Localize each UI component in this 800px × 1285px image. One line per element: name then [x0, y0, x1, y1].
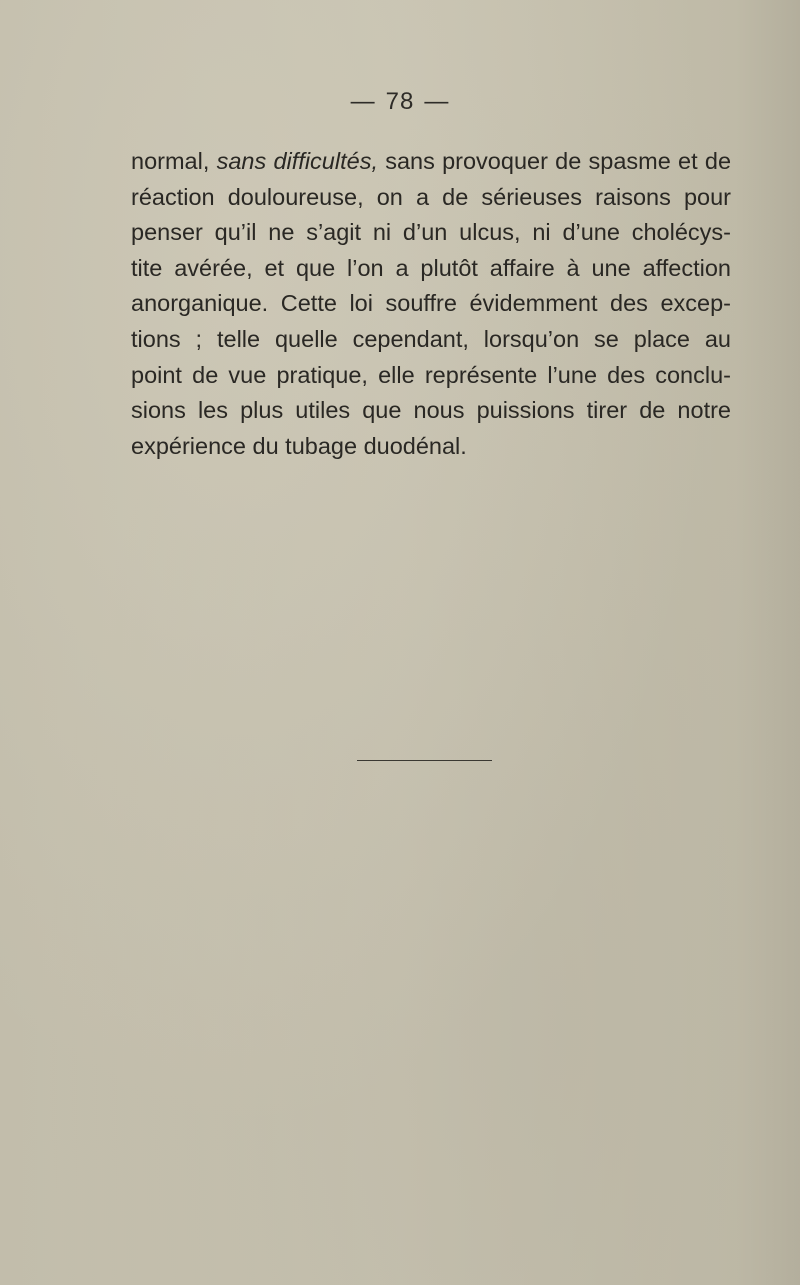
text-line-9: expérience du tubage duodénal.: [131, 432, 467, 459]
text-line-1-end: sans provoquer de spasme et de: [377, 148, 732, 174]
text-line-1-italic: sans difficultés,: [216, 148, 378, 174]
text-line-1: [131, 144, 731, 180]
text-line-6: tions ; telle quelle cependant, lorsqu’on se place au: [131, 325, 731, 352]
text-line-5: anorganique. Cette loi souffre évidemment des excep-: [131, 290, 731, 317]
text-line-3: penser qu’il ne s’agit ni d’un ulcus, ni d’une cholécys-: [131, 219, 731, 246]
text-line-8: sions les plus utiles que nous puissions tirer de notre: [131, 397, 731, 424]
text-line-1-start: normal,: [131, 148, 217, 174]
body-paragraph: [131, 144, 731, 464]
page-number-dash-right: —: [424, 88, 450, 115]
text-line-4: tite avérée, et que l’on a plutôt affaire à une affection: [131, 254, 731, 281]
text-line-2: réaction douloureuse, on a de sérieuses raisons pour: [131, 183, 731, 210]
page-number-value: 78: [385, 88, 415, 115]
page-number: [0, 88, 800, 116]
section-end-rule: [357, 760, 492, 761]
page-number-dash-left: —: [350, 88, 376, 115]
text-line-7: point de vue pratique, elle représente l’une des conclu-: [131, 361, 731, 388]
